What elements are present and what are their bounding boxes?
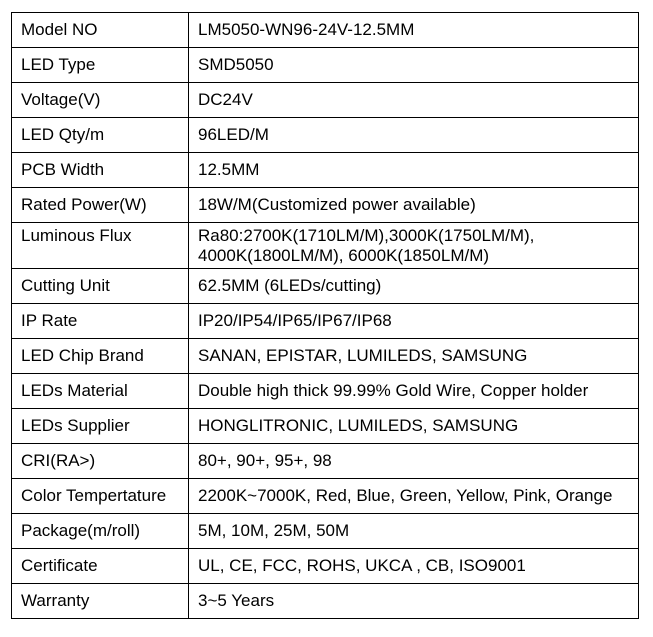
- table-row: [12, 48, 639, 83]
- table-row: [12, 13, 639, 48]
- row-value-package: 5M, 10M, 25M, 50M: [189, 514, 639, 549]
- table-row: [12, 374, 639, 409]
- row-label-led-chip-brand: LED Chip Brand: [12, 339, 189, 374]
- row-value-cri: 80+, 90+, 95+, 98: [189, 444, 639, 479]
- table-row: [12, 409, 639, 444]
- table-row: [12, 153, 639, 188]
- row-label-led-qty: LED Qty/m: [12, 118, 189, 153]
- row-value-ip-rate: IP20/IP54/IP65/IP67/IP68: [189, 304, 639, 339]
- row-label-cutting-unit: Cutting Unit: [12, 269, 189, 304]
- row-label-led-type: LED Type: [12, 48, 189, 83]
- row-label-color-temperature: Color Tempertature: [12, 479, 189, 514]
- table-row: [12, 514, 639, 549]
- row-value-certificate: UL, CE, FCC, ROHS, UKCA , CB, ISO9001: [189, 549, 639, 584]
- row-value-leds-material: Double high thick 99.99% Gold Wire, Copper holder: [189, 374, 639, 409]
- table-row: [12, 304, 639, 339]
- row-value-color-temperature: 2200K~7000K, Red, Blue, Green, Yellow, Pink, Orange: [189, 479, 639, 514]
- row-value-leds-supplier: HONGLITRONIC, LUMILEDS, SAMSUNG: [189, 409, 639, 444]
- row-label-warranty: Warranty: [12, 584, 189, 619]
- row-label-luminous-flux: Luminous Flux: [12, 223, 189, 269]
- row-label-model-no: Model NO: [12, 13, 189, 48]
- table-row: [12, 223, 639, 269]
- table-row: [12, 83, 639, 118]
- table-row: [12, 188, 639, 223]
- row-label-leds-supplier: LEDs Supplier: [12, 409, 189, 444]
- table-row: [12, 549, 639, 584]
- row-value-voltage: DC24V: [189, 83, 639, 118]
- row-label-leds-material: LEDs Material: [12, 374, 189, 409]
- row-label-package: Package(m/roll): [12, 514, 189, 549]
- row-value-led-type: SMD5050: [189, 48, 639, 83]
- table-row: [12, 339, 639, 374]
- row-label-cri: CRI(RA>): [12, 444, 189, 479]
- row-value-luminous-flux: [189, 223, 639, 269]
- row-value-cutting-unit: 62.5MM (6LEDs/cutting): [189, 269, 639, 304]
- table-row: [12, 444, 639, 479]
- row-value-model-no: LM5050-WN96-24V-12.5MM: [189, 13, 639, 48]
- table-row: [12, 269, 639, 304]
- table-row: [12, 479, 639, 514]
- row-value-rated-power: 18W/M(Customized power available): [189, 188, 639, 223]
- row-label-rated-power: Rated Power(W): [12, 188, 189, 223]
- luminous-flux-line-1: Ra80:2700K(1710LM/M),3000K(1750LM/M),: [198, 226, 535, 245]
- row-value-warranty: 3~5 Years: [189, 584, 639, 619]
- row-label-pcb-width: PCB Width: [12, 153, 189, 188]
- row-value-led-chip-brand: SANAN, EPISTAR, LUMILEDS, SAMSUNG: [189, 339, 639, 374]
- spec-table: [11, 12, 639, 619]
- table-row: [12, 584, 639, 619]
- table-row: [12, 118, 639, 153]
- row-value-pcb-width: 12.5MM: [189, 153, 639, 188]
- row-value-led-qty: 96LED/M: [189, 118, 639, 153]
- luminous-flux-line-2: 4000K(1800LM/M), 6000K(1850LM/M): [198, 246, 490, 265]
- row-label-voltage: Voltage(V): [12, 83, 189, 118]
- row-label-ip-rate: IP Rate: [12, 304, 189, 339]
- row-label-certificate: Certificate: [12, 549, 189, 584]
